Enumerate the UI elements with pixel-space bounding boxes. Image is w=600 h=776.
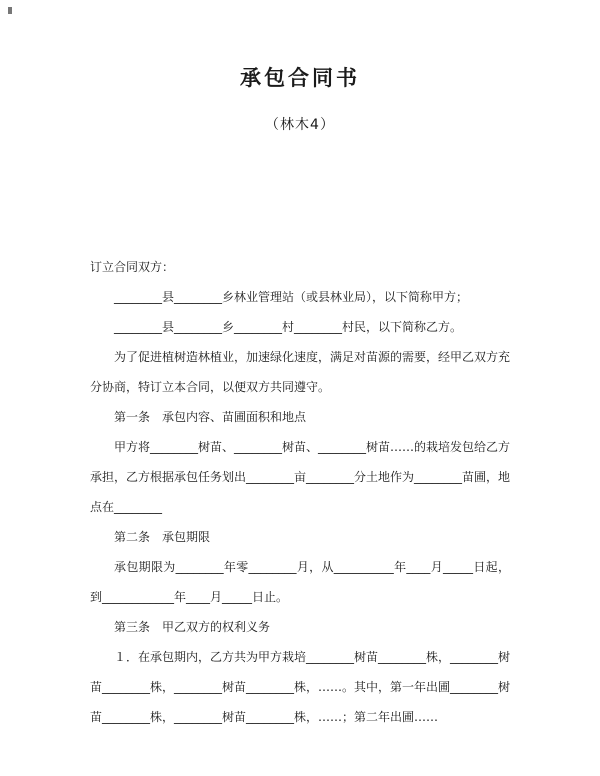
preamble-paragraph: 为了促进植树造林植业，加速绿化速度，满足对苗源的需要，经甲乙双方充分协商，特订立本合同，以便双方共同遵守。 — [90, 349, 511, 394]
intro-line: 订立合同双方： — [90, 259, 175, 274]
document-title: 承包合同书 — [240, 66, 360, 90]
scan-artifact-mark — [8, 7, 12, 14]
article-1-body: 甲方将________树苗、________树苗、________树苗……的栽培发包给乙方承担，乙方根据承包任务划出________亩________分土地作为________苗圃，地点在________ — [90, 439, 511, 514]
article-3-heading: 第三条 甲乙双方的权利义务 — [114, 619, 271, 634]
party-a-line: ________县________乡林业管理站（或县林业局），以下简称甲方； — [114, 289, 469, 304]
article-1-heading: 第一条 承包内容、苗圃面积和地点 — [114, 409, 307, 424]
document-body — [90, 252, 510, 732]
article-2-heading: 第二条 承包期限 — [114, 529, 211, 544]
document-subtitle: （林木4） — [265, 117, 335, 134]
article-2-body: 承包期限为________年零________月，从__________年____月_____日起，到____________年____月_____日止。 — [90, 559, 510, 604]
article-3-item-1: １．在承包期内，乙方共为甲方栽培________树苗________株，________树苗________株，________树苗________株，……。其中，第一年出圃________树苗________株，________树苗________株，……；第二年出圃…… — [90, 649, 511, 724]
party-b-line: ________县________乡________村________村民，以下简称乙方。 — [114, 319, 463, 334]
